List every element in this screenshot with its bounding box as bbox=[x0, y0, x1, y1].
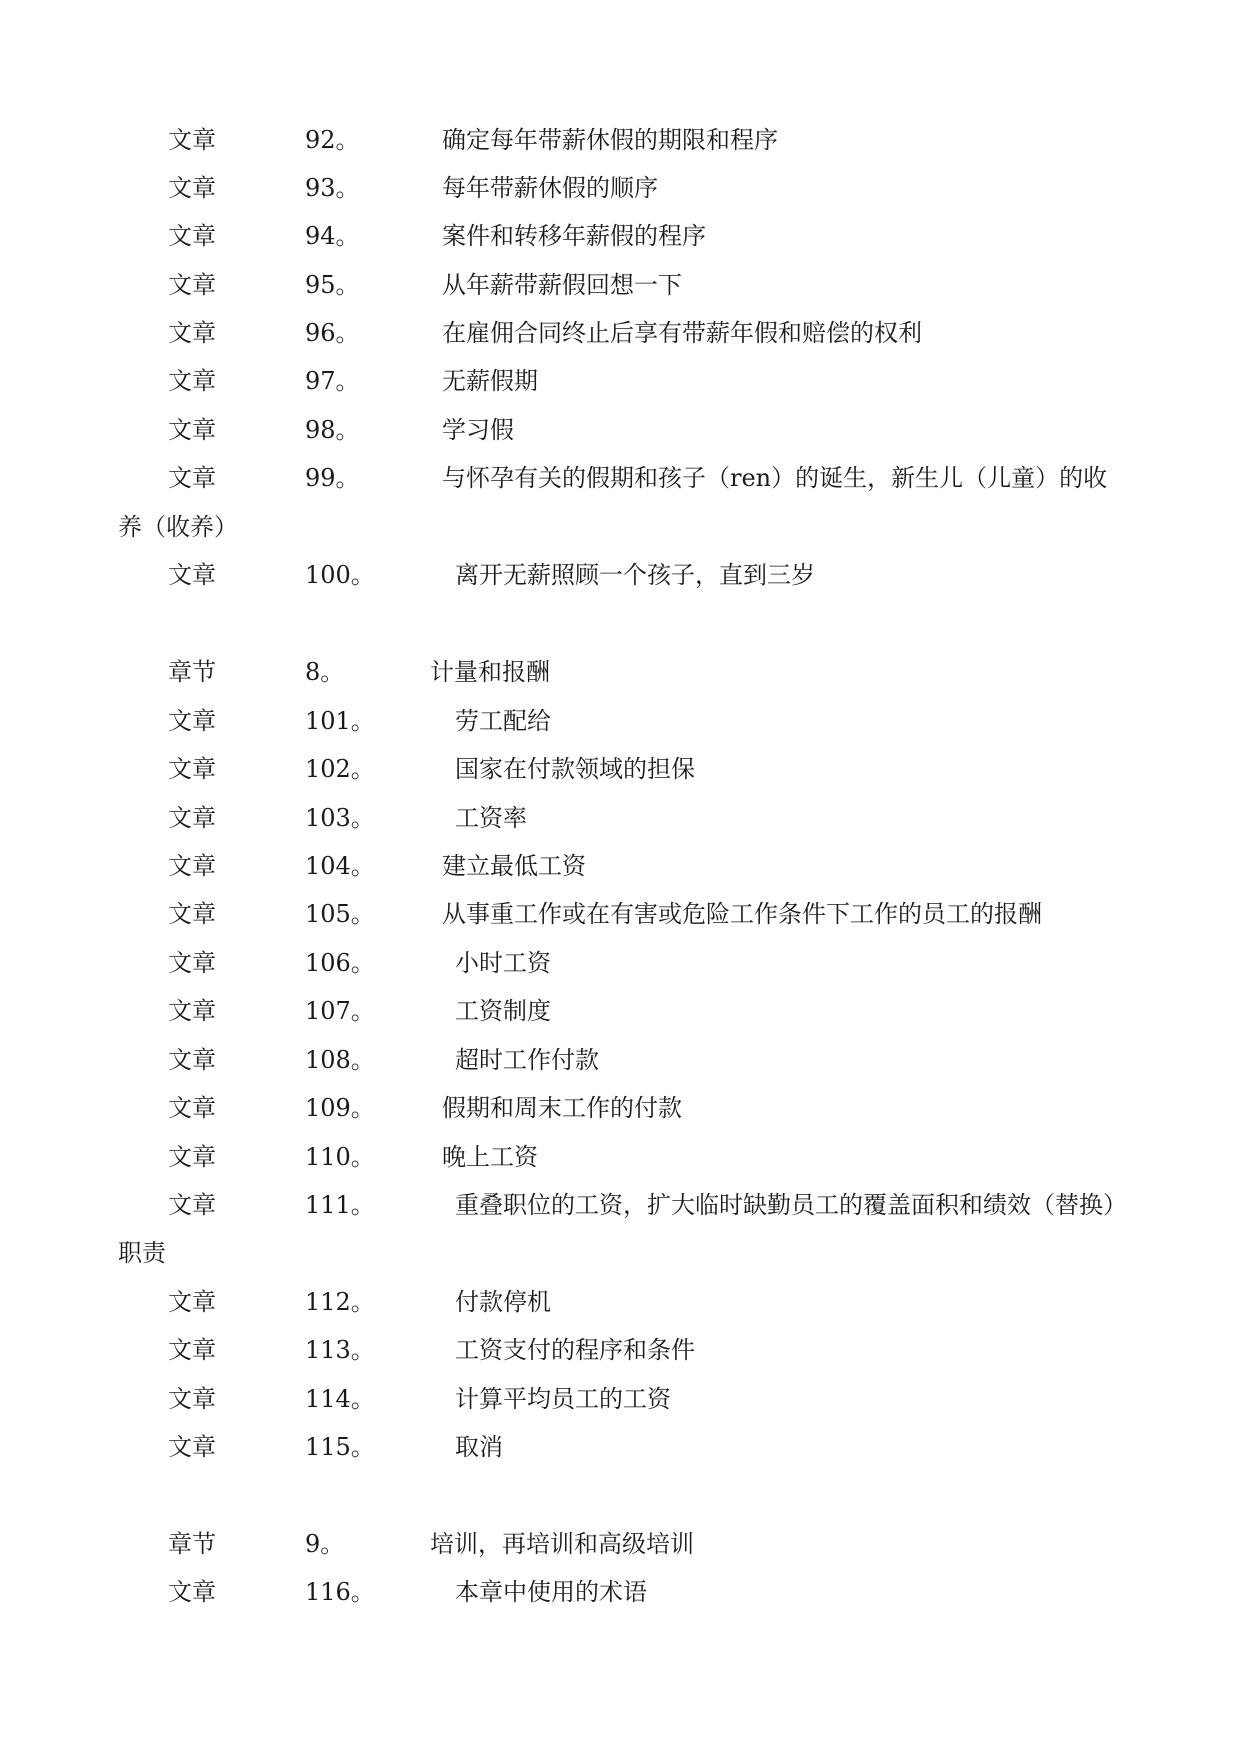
toc-entry-article-115 bbox=[0, 1425, 1241, 1469]
entry-number: 92。 bbox=[305, 126, 360, 154]
entry-title: 确定每年带薪休假的期限和程序 bbox=[442, 126, 778, 154]
entry-title: 假期和周末工作的付款 bbox=[442, 1094, 682, 1122]
entry-number: 105。 bbox=[305, 900, 375, 928]
entry-number: 107。 bbox=[305, 997, 375, 1025]
entry-number: 110。 bbox=[305, 1143, 375, 1171]
entry-title: 计算平均员工的工资 bbox=[455, 1385, 671, 1413]
toc-entry-article-104 bbox=[0, 844, 1241, 888]
entry-number: 115。 bbox=[305, 1433, 375, 1461]
entry-title: 晚上工资 bbox=[442, 1143, 538, 1171]
entry-label: 文章 bbox=[168, 852, 216, 880]
entry-title: 案件和转移年薪假的程序 bbox=[442, 222, 706, 250]
entry-title: 在雇佣合同终止后享有带薪年假和赔偿的权利 bbox=[442, 319, 922, 347]
entry-number: 96。 bbox=[305, 319, 360, 347]
entry-label: 文章 bbox=[168, 464, 216, 492]
toc-entry-article-98 bbox=[0, 408, 1241, 452]
entry-title: 每年带薪休假的顺序 bbox=[442, 174, 658, 202]
toc-entry-article-100 bbox=[0, 553, 1241, 597]
entry-label: 章节 bbox=[168, 1530, 216, 1558]
toc-entry-article-92 bbox=[0, 118, 1241, 162]
entry-number: 100。 bbox=[305, 561, 375, 589]
entry-title: 重叠职位的工资，扩大临时缺勤员工的覆盖面积和绩效（替换） bbox=[455, 1191, 1127, 1219]
entry-number: 112。 bbox=[305, 1288, 375, 1316]
toc-entry-article-111-continuation bbox=[0, 1231, 1241, 1275]
entry-number: 93。 bbox=[305, 174, 360, 202]
entry-label: 文章 bbox=[168, 561, 216, 589]
toc-entry-article-107 bbox=[0, 989, 1241, 1033]
entry-number: 109。 bbox=[305, 1094, 375, 1122]
entry-title: 工资率 bbox=[455, 804, 527, 832]
entry-number: 102。 bbox=[305, 755, 375, 783]
toc-entry-article-97 bbox=[0, 359, 1241, 403]
entry-label: 文章 bbox=[168, 1191, 216, 1219]
toc-entry-article-113 bbox=[0, 1328, 1241, 1372]
entry-title: 从事重工作或在有害或危险工作条件下工作的员工的报酬 bbox=[442, 900, 1042, 928]
entry-label: 文章 bbox=[168, 367, 216, 395]
entry-number: 116。 bbox=[305, 1578, 375, 1606]
entry-title: 培训，再培训和高级培训 bbox=[430, 1530, 694, 1558]
toc-entry-chapter-9 bbox=[0, 1522, 1241, 1566]
entry-label: 文章 bbox=[168, 1046, 216, 1074]
toc-entry-article-112 bbox=[0, 1280, 1241, 1324]
entry-number: 97。 bbox=[305, 367, 360, 395]
toc-entry-article-95 bbox=[0, 263, 1241, 307]
entry-number: 111。 bbox=[305, 1191, 375, 1219]
entry-title: 超时工作付款 bbox=[455, 1046, 599, 1074]
entry-number: 103。 bbox=[305, 804, 375, 832]
entry-number: 101。 bbox=[305, 707, 375, 735]
entry-label: 文章 bbox=[168, 416, 216, 444]
entry-number: 104。 bbox=[305, 852, 375, 880]
toc-entry-article-116 bbox=[0, 1570, 1241, 1614]
entry-label: 文章 bbox=[168, 126, 216, 154]
entry-title: 取消 bbox=[455, 1433, 503, 1461]
toc-entry-article-99 bbox=[0, 456, 1241, 500]
entry-label: 文章 bbox=[168, 1433, 216, 1461]
entry-title-continuation: 职责 bbox=[118, 1239, 166, 1267]
entry-number: 95。 bbox=[305, 271, 360, 299]
toc-entry-article-114 bbox=[0, 1377, 1241, 1421]
entry-number: 108。 bbox=[305, 1046, 375, 1074]
entry-label: 文章 bbox=[168, 804, 216, 832]
entry-title: 计量和报酬 bbox=[430, 658, 550, 686]
toc-entry-article-108 bbox=[0, 1038, 1241, 1082]
entry-label: 文章 bbox=[168, 707, 216, 735]
toc-entry-chapter-8 bbox=[0, 650, 1241, 694]
entry-title: 工资支付的程序和条件 bbox=[455, 1336, 695, 1364]
entry-label: 文章 bbox=[168, 1385, 216, 1413]
toc-entry-article-99-continuation bbox=[0, 505, 1241, 549]
toc-entry-article-103 bbox=[0, 796, 1241, 840]
entry-label: 文章 bbox=[168, 271, 216, 299]
entry-label: 文章 bbox=[168, 1578, 216, 1606]
entry-label: 文章 bbox=[168, 1288, 216, 1316]
entry-label: 章节 bbox=[168, 658, 216, 686]
toc-entry-article-110 bbox=[0, 1135, 1241, 1179]
entry-number: 8。 bbox=[305, 658, 345, 686]
entry-label: 文章 bbox=[168, 1143, 216, 1171]
entry-title: 无薪假期 bbox=[442, 367, 538, 395]
entry-label: 文章 bbox=[168, 222, 216, 250]
entry-label: 文章 bbox=[168, 319, 216, 347]
entry-label: 文章 bbox=[168, 900, 216, 928]
entry-label: 文章 bbox=[168, 755, 216, 783]
entry-title: 劳工配给 bbox=[455, 707, 551, 735]
entry-title: 付款停机 bbox=[455, 1288, 551, 1316]
entry-title-continuation: 养（收养） bbox=[118, 513, 238, 541]
entry-label: 文章 bbox=[168, 997, 216, 1025]
entry-number: 98。 bbox=[305, 416, 360, 444]
entry-label: 文章 bbox=[168, 1094, 216, 1122]
entry-number: 99。 bbox=[305, 464, 360, 492]
toc-entry-article-105 bbox=[0, 892, 1241, 936]
entry-title: 离开无薪照顾一个孩子，直到三岁 bbox=[455, 561, 815, 589]
toc-entry-article-109 bbox=[0, 1086, 1241, 1130]
toc-entry-article-111 bbox=[0, 1183, 1241, 1227]
toc-entry-article-93 bbox=[0, 166, 1241, 210]
entry-label: 文章 bbox=[168, 949, 216, 977]
entry-label: 文章 bbox=[168, 174, 216, 202]
entry-title: 国家在付款领域的担保 bbox=[455, 755, 695, 783]
entry-number: 106。 bbox=[305, 949, 375, 977]
entry-title: 从年薪带薪假回想一下 bbox=[442, 271, 682, 299]
entry-number: 94。 bbox=[305, 222, 360, 250]
entry-title: 学习假 bbox=[442, 416, 514, 444]
entry-title: 与怀孕有关的假期和孩子（ren）的诞生，新生儿（儿童）的收 bbox=[442, 464, 1108, 492]
toc-entry-article-101 bbox=[0, 699, 1241, 743]
entry-number: 113。 bbox=[305, 1336, 375, 1364]
entry-label: 文章 bbox=[168, 1336, 216, 1364]
entry-title: 本章中使用的术语 bbox=[455, 1578, 647, 1606]
entry-number: 114。 bbox=[305, 1385, 375, 1413]
toc-entry-article-96 bbox=[0, 311, 1241, 355]
toc-entry-article-94 bbox=[0, 214, 1241, 258]
toc-entry-article-102 bbox=[0, 747, 1241, 791]
entry-title: 工资制度 bbox=[455, 997, 551, 1025]
toc-entry-article-106 bbox=[0, 941, 1241, 985]
entry-title: 建立最低工资 bbox=[442, 852, 586, 880]
entry-number: 9。 bbox=[305, 1530, 345, 1558]
entry-title: 小时工资 bbox=[455, 949, 551, 977]
